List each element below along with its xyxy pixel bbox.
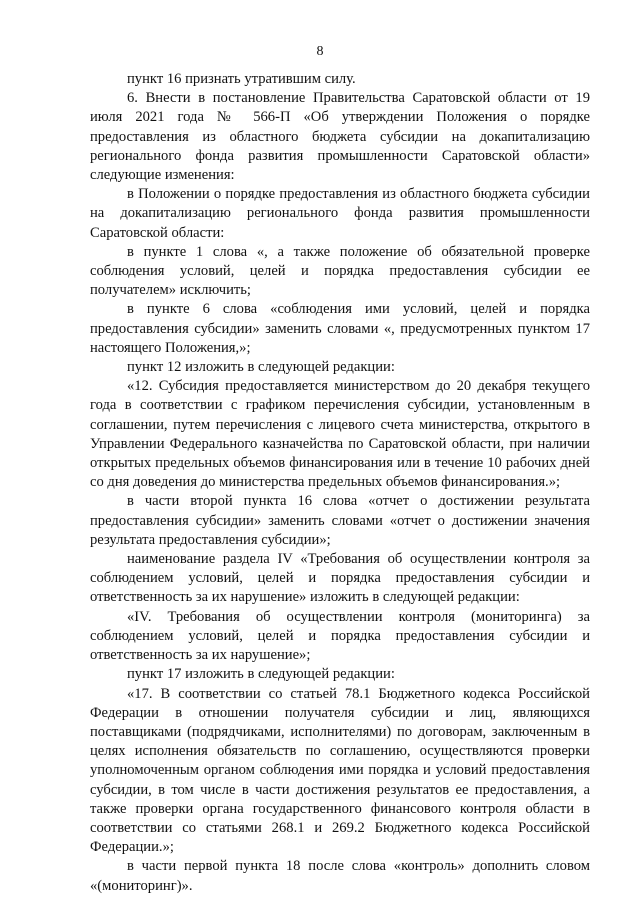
paragraph-item-18-change: в части первой пункта 18 после слова «контроль» дополнить словом «(мониторинг)». [90, 858, 590, 894]
page-number: 8 [316, 44, 324, 59]
paragraph-item-1-change: в пункте 1 слова «, а также положение об обязательной проверке соблюдения условий, целей и порядка предоставления субсидии ее получателем» исключить; [90, 243, 590, 299]
paragraph-regulation-intro: в Положении о порядке предоставления из областного бюджета субсидии на докапитализацию регионального фонда развития промышленности Саратовской области: [90, 186, 590, 241]
paragraph-item-6-change: в пункте 6 слова «соблюдения ими условий, целей и порядка предоставления субсидии» заменить словами «, предусмотренных пунктом 17 настоящего Положения,»; [90, 301, 590, 356]
paragraph-item-12-text: «12. Субсидия предоставляется министерством до 20 декабря текущего года в соответствии с графиком перечисления субсидии, установленным в соглашении, путем перечисления с лицевого счета министерства, открытого в Управлении Федерального казначейства по Саратовской области, при наличии открытых предельных объемов финансирования или в течение 10 рабочих дней со дня доведения до министерства предельных объемов финансирования.»; [90, 378, 590, 491]
paragraph-item-12-intro: пункт 12 изложить в следующей редакции: [127, 359, 395, 376]
paragraph-section-4-title-change: наименование раздела IV «Требования об осуществлении контроля за соблюдением условий, целей и порядка предоставления субсидии и ответственность за их нарушение» изложить в следующей редакции: [90, 551, 590, 606]
document-body [90, 70, 590, 896]
paragraph-item-17-intro: пункт 17 изложить в следующей редакции: [127, 666, 395, 683]
paragraph-item-16-change: в части второй пункта 16 слова «отчет о достижении результата предоставления субсидии» заменить словами «отчет о достижении значения результата предоставления субсидии»; [90, 493, 590, 548]
paragraph-amend-resolution-566: 6. Внести в постановление Правительства Саратовской области от 19 июля 2021 года № 566-П «Об утверждении Положения о порядке предоставления из областного бюджета субсидии на докапитализацию регионального фонда развития промышленности Саратовской области» следующие изменения: [90, 90, 590, 184]
paragraph-item-17-text: «17. В соответствии со статьей 78.1 Бюджетного кодекса Российской Федерации в отношении получателя субсидии и лиц, являющихся поставщиками (подрядчиками, исполнителями) по договорам, заключенным в целях исполнения обязательств по соглашению, осуществляются проверки уполномоченным органом соблюдения ими порядка и условий предоставления субсидии, в том числе в части достижения результатов ее предоставления, а также проверки органа государственного финансового контроля области в соответствии со статьями 268.1 и 269.2 Бюджетного кодекса Российской Федерации.»; [90, 685, 590, 856]
paragraph-section-4-title-text: «IV. Требования об осуществлении контроля (мониторинга) за соблюдением условий, целей и порядка предоставления субсидии и ответственность за их нарушение»; [90, 608, 590, 664]
paragraph-item-16-repeal: пункт 16 признать утратившим силу. [127, 71, 356, 87]
